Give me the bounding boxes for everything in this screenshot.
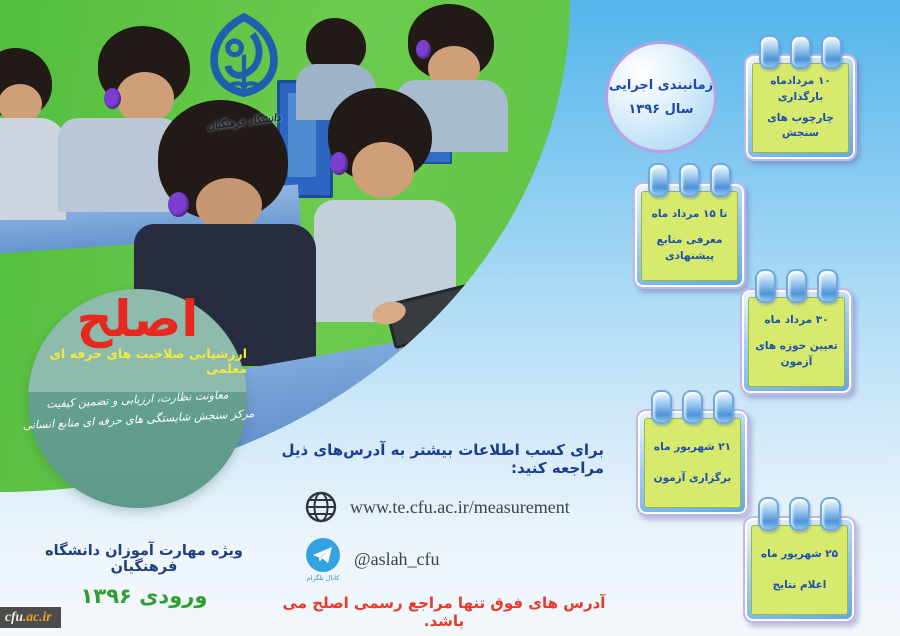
website-row: [278, 490, 610, 524]
calendar-note: [748, 297, 845, 387]
telegram-row: [278, 537, 610, 582]
telegram-caption: کانال تلگرام: [306, 574, 340, 582]
calendar-task: چارچوب های سنجش: [767, 111, 834, 140]
website-address[interactable]: www.te.cfu.ac.ir/measurement: [350, 496, 570, 517]
telegram-handle[interactable]: @aslah_cfu: [354, 549, 440, 569]
contact-heading: برای کسب اطلاعات بیشتر به آدرس‌های ذیل مراجعه کنید:: [281, 441, 604, 477]
aslah-title: اصلح: [76, 290, 199, 348]
calendar-item-3: [740, 269, 853, 395]
corner-domain-badge: [0, 607, 61, 628]
calendar-note: [641, 191, 738, 281]
calendar-rings: [743, 497, 856, 527]
student-face: [116, 72, 174, 124]
calendar-task: تعیین حوزه های آزمون: [755, 340, 838, 368]
corner-domain-tld: .ac.ir: [23, 609, 52, 624]
university-logo: [186, 12, 302, 133]
schedule-badge: [605, 41, 717, 153]
calendar-date: تا ۱۵ مرداد ماه: [651, 208, 728, 221]
headphone-earpad: [104, 88, 121, 109]
calendar-rings: [636, 390, 749, 420]
audience-line: ویژه مهارت آموزان دانشگاه فرهنگیان: [45, 543, 243, 575]
telegram-icon: [305, 537, 341, 573]
aslah-badge: [21, 289, 255, 508]
calendar-item-5: [743, 497, 856, 623]
calendar-date: ۳۰ مرداد ماه: [764, 314, 829, 327]
official-warning: آدرس های فوق تنها مراجع رسمی اصلح می باشد.: [282, 594, 606, 630]
headphone-earpad: [168, 192, 189, 217]
calendar-date: ۲۵ شهریور ماه: [760, 547, 839, 560]
calendar-rings: [744, 35, 857, 65]
headphone-earpad: [330, 152, 348, 175]
calendar-date: ۱۰ مردادماه بارگذاری: [770, 75, 831, 103]
calendar-note: [751, 525, 848, 615]
aslah-org: [21, 383, 255, 435]
org-line-2: مرکز سنجش شایستگی های حرفه ای منابع انسانی: [21, 406, 255, 432]
telegram-icon-wrap: [304, 537, 342, 582]
corner-domain-name: cfu: [5, 609, 23, 624]
calendar-task: معرفی منابع پیشنهادی: [656, 234, 723, 262]
calendar-item-1: [744, 35, 857, 161]
calendar-task: برگزاری آزمون: [653, 471, 732, 484]
schedule-badge-line2: سال ۱۳۹۶: [628, 101, 694, 117]
calendar-item-4: [636, 390, 749, 516]
headphone-earpad: [416, 40, 431, 59]
calendar-date: ۲۱ شهریور ماه: [653, 440, 732, 453]
logo-title: دانشگاه فرهنگیان: [206, 112, 282, 133]
aslah-subtitle: ارزشیابی صلاحیت های حرفه ای معلمی: [49, 345, 247, 376]
calendar-rings: [633, 163, 746, 193]
entry-year: ورودی ۱۳۹۶: [80, 584, 208, 608]
globe-icon: [304, 490, 338, 524]
student-face: [352, 142, 414, 198]
calendar-item-2: [633, 163, 746, 289]
schedule-badge-line1: زمانبندی اجرایی: [608, 77, 714, 93]
org-line-1: معاونت نظارت، ارزیابی و تضمین کیفیت: [45, 387, 229, 411]
footer-left: [18, 543, 270, 608]
contact-block: [278, 441, 610, 630]
student-shirt: [0, 118, 66, 220]
calendar-note: [644, 418, 741, 508]
calendar-rings: [740, 269, 853, 299]
calendar-task: اعلام نتایج: [772, 578, 827, 591]
university-emblem-icon: [201, 12, 287, 106]
calendar-note: [752, 63, 849, 153]
